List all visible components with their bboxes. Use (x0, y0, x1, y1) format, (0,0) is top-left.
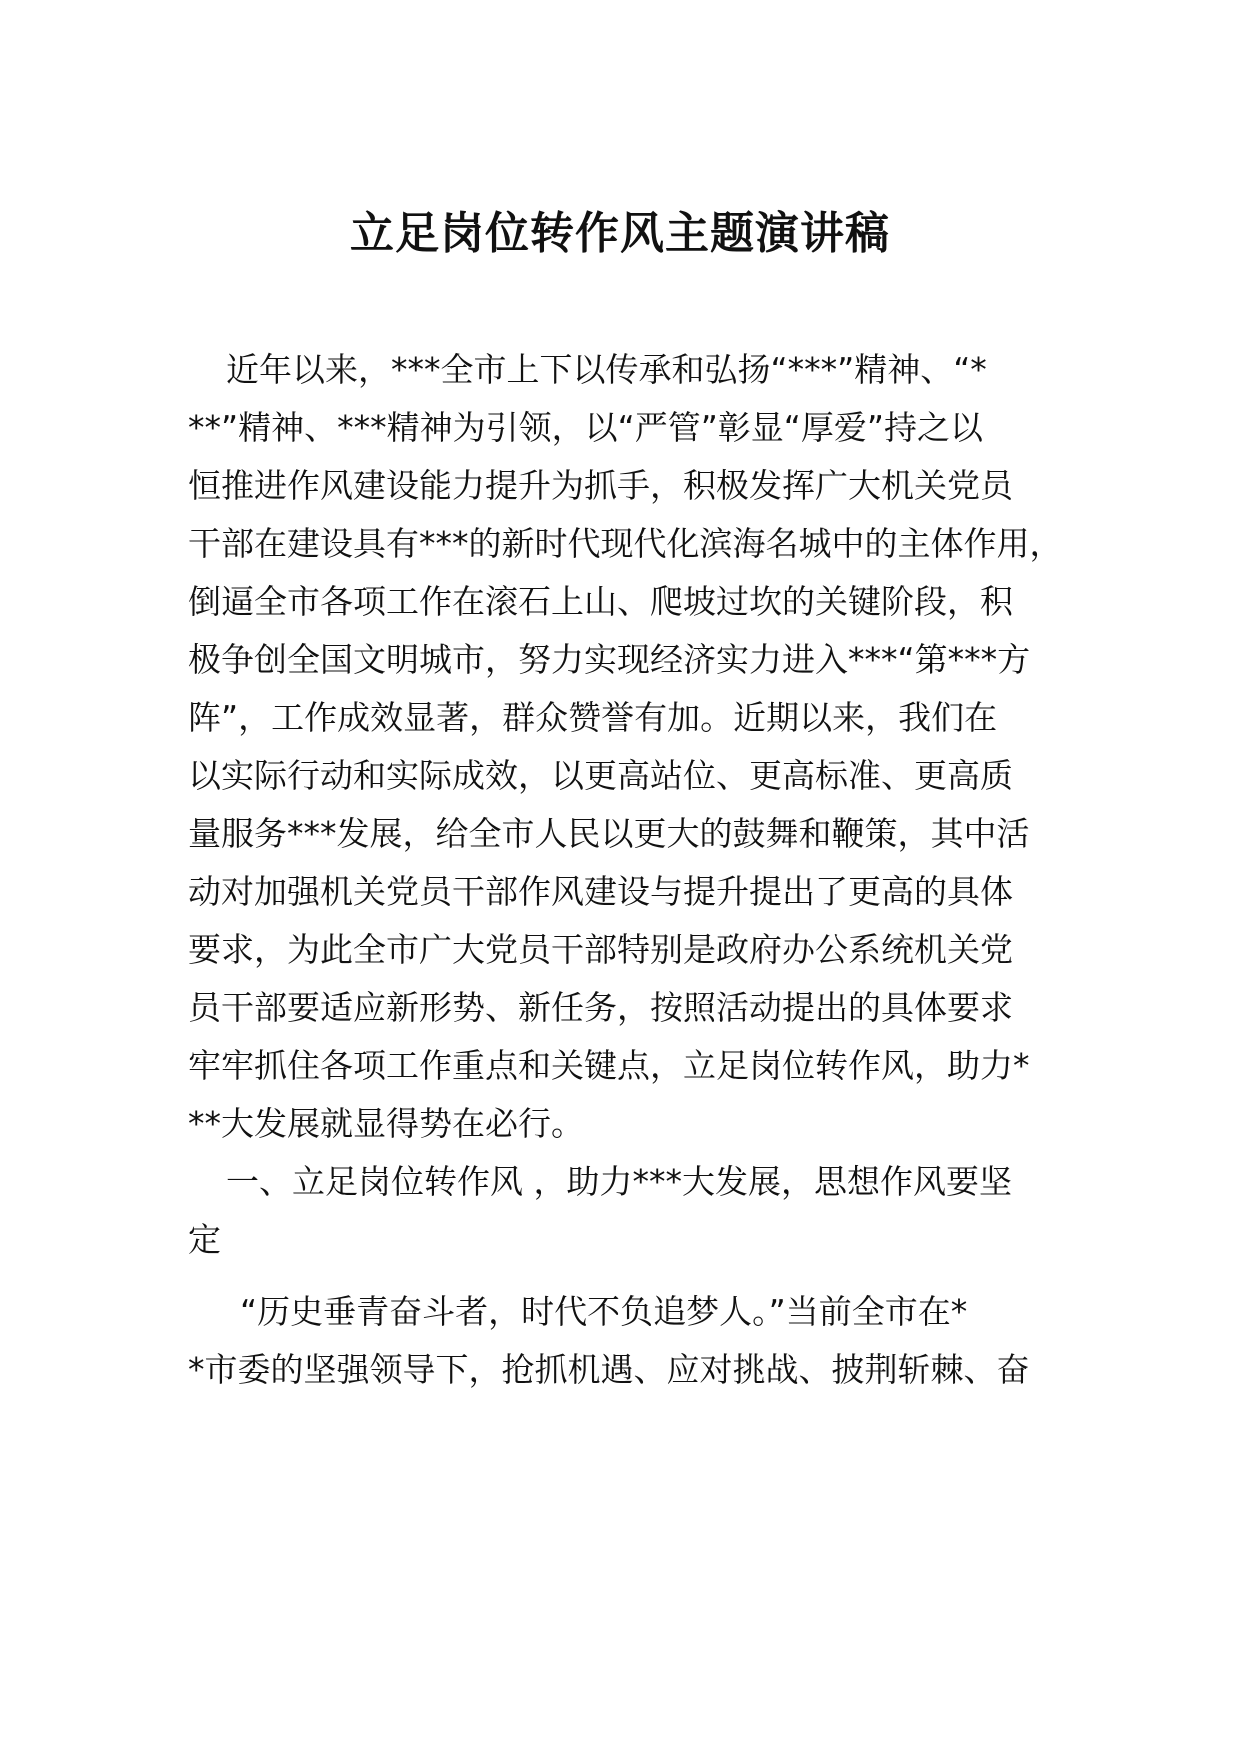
paragraph-line: 员干部要适应新形势、新任务，按照活动提出的具体要求 (188, 988, 1013, 1027)
paragraph-line: 倒逼全市各项工作在滚石上山、爬坡过坎的关键阶段，积 (188, 582, 1013, 621)
paragraph-line: **”精神、***精神为引领，以“严管”彰显“厚爱”持之以 (188, 408, 983, 447)
section-heading-line: 定 (188, 1220, 221, 1259)
paragraph-line: “历史垂青奋斗者，时代不负追梦人。”当前全市在* (240, 1292, 968, 1331)
paragraph-line: 要求，为此全市广大党员干部特别是政府办公系统机关党 (188, 930, 1013, 969)
paragraph-line: 近年以来，***全市上下以传承和弘扬“***”精神、“* (226, 350, 987, 389)
paragraph-line: 恒推进作风建设能力提升为抓手，积极发挥广大机关党员 (188, 466, 1013, 505)
paragraph-line: 阵”，工作成效显著，群众赞誉有加。近期以来，我们在 (188, 698, 998, 737)
document-title: 立足岗位转作风主题演讲稿 (350, 208, 890, 259)
paragraph-line: 量服务***发展，给全市人民以更大的鼓舞和鞭策，其中活 (188, 814, 1030, 853)
paragraph-line: 牢牢抓住各项工作重点和关键点，立足岗位转作风，助力* (188, 1046, 1030, 1085)
paragraph-line: *市委的坚强领导下，抢抓机遇、应对挑战、披荆斩棘、奋 (188, 1350, 1030, 1389)
section-heading-line: 一、立足岗位转作风 ，助力***大发展，思想作风要坚 (226, 1162, 1012, 1201)
paragraph-line: 干部在建设具有***的新时代现代化滨海名城中的主体作用， (188, 524, 1063, 563)
paragraph-line: 极争创全国文明城市，努力实现经济实力进入***“第***方 (188, 640, 1031, 679)
paragraph-line: 以实际行动和实际成效，以更高站位、更高标准、更高质 (188, 756, 1013, 795)
paragraph-line: 动对加强机关党员干部作风建设与提升提出了更高的具体 (188, 872, 1013, 911)
paragraph-line: **大发展就显得势在必行。 (188, 1104, 584, 1143)
